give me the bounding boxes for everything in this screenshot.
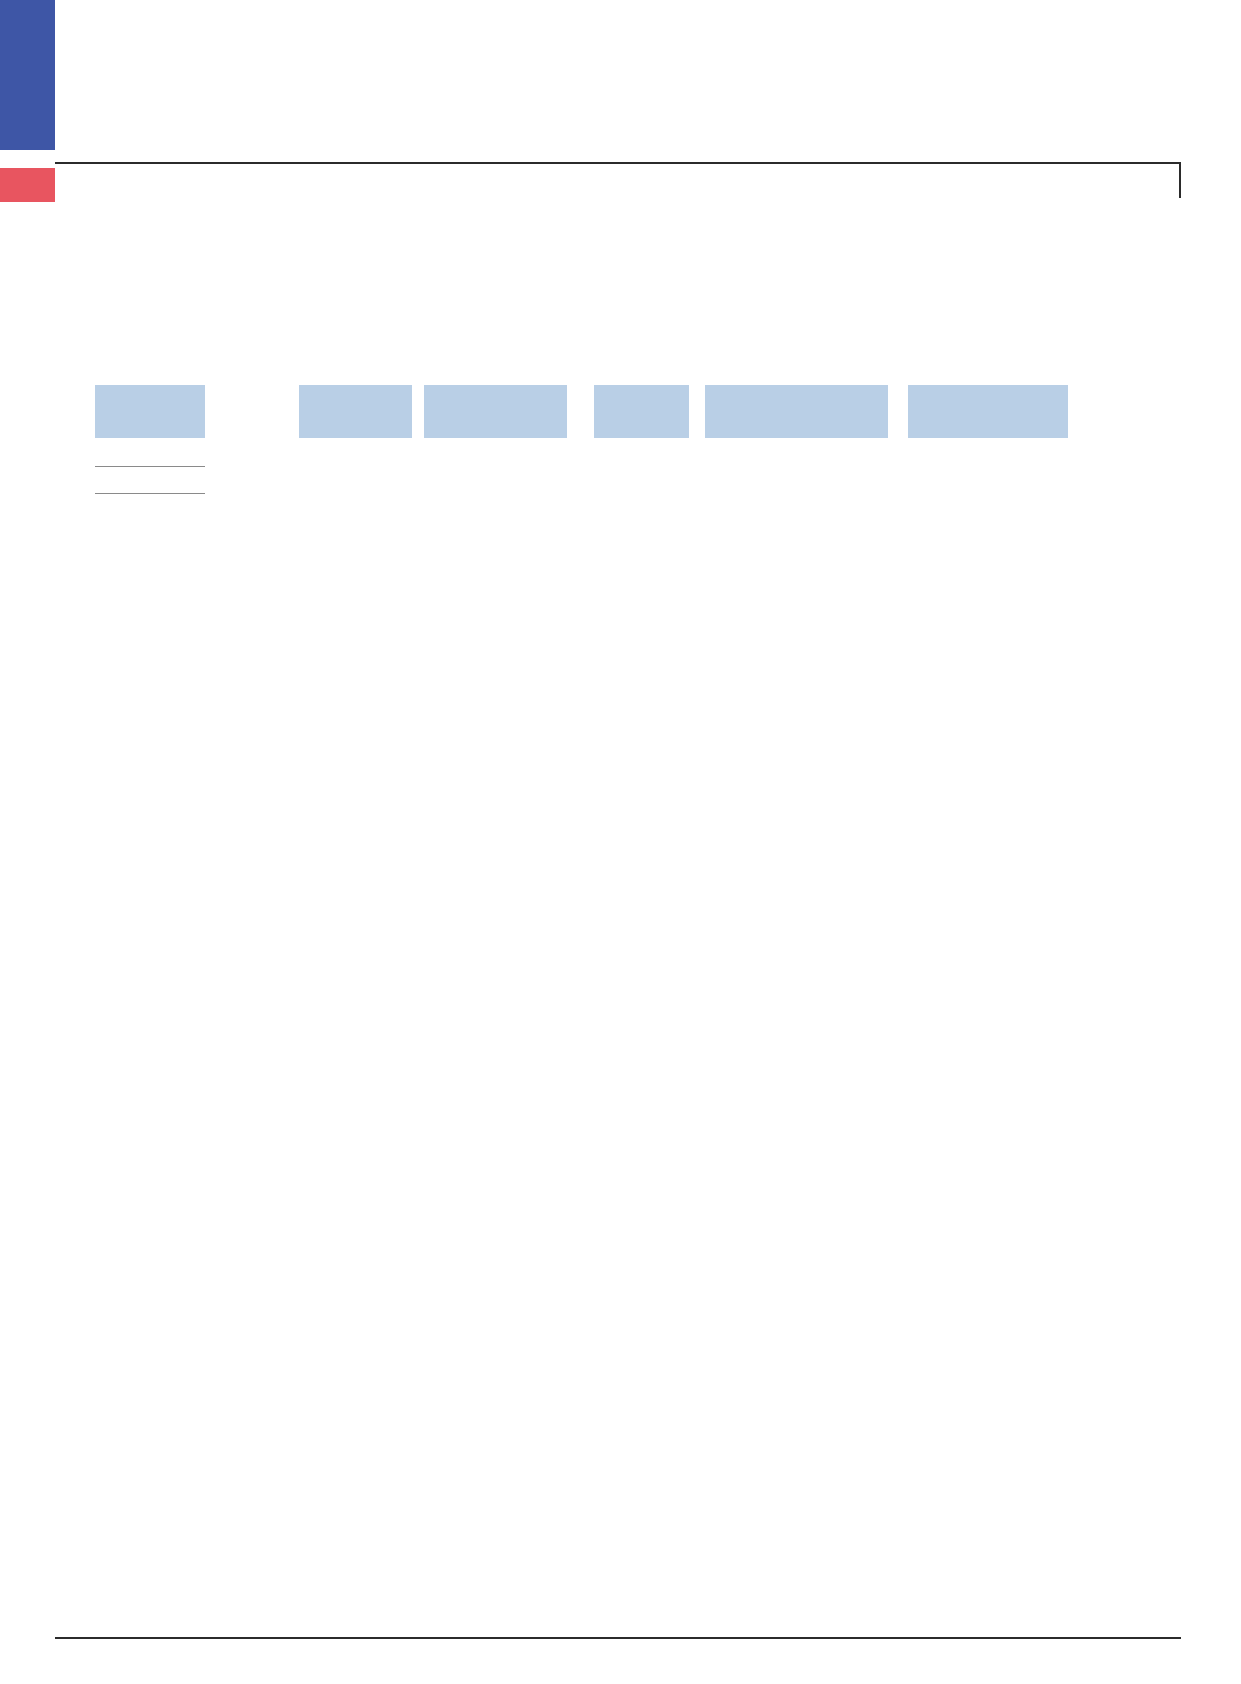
column-header-connection [908,385,1068,438]
header-rule-tick [1179,162,1181,198]
divider [95,493,205,494]
model-option-as [95,440,205,466]
column-header-poles [594,385,689,438]
model-option-an [95,467,205,493]
column-header-model [95,385,205,438]
footer-rule [55,1637,1181,1639]
corner-accent-red [0,168,55,202]
header-rule [55,162,1181,164]
column-header-rated-current [705,385,888,438]
column-header-frame-current [299,385,412,438]
corner-accent-blue [0,0,55,150]
column-header-frame-spec [424,385,567,438]
